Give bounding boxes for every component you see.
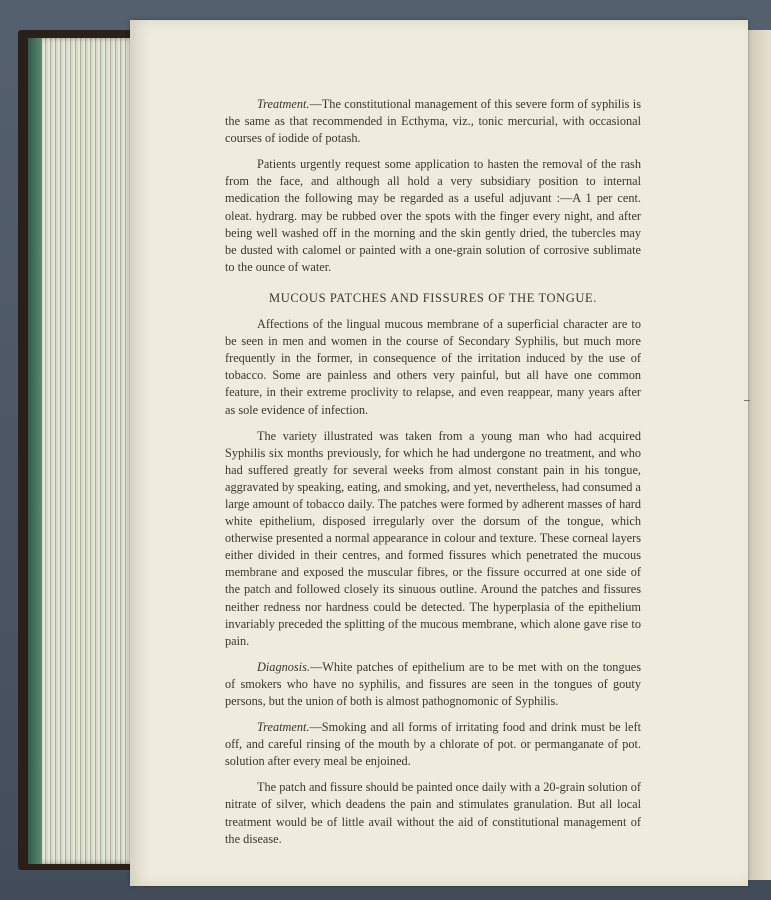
section-heading: MUCOUS PATCHES AND FISSURES OF THE TONGUE. — [269, 290, 597, 305]
paragraph-body: Affections of the lingual mucous membrane of a superficial character are to be seen in men and women in the course of Secondary Syphilis, but much more frequently in the former, in consequence of the irritation induced by the use of tobacco. Some are painless and others very painful, but all have one common feature, in their extreme proclivity to relapse, and even reappear, many years after as sole evidence of infection. — [225, 317, 641, 417]
page-edges — [28, 38, 132, 864]
margin-mark — [744, 400, 750, 401]
paragraph-body: The patch and fissure should be painted once daily with a 20-grain solution of nitrate of silver, which deadens the pain and stimulates granulation. But all local treatment would be of little avail without the aid of constitutional management of the disease. — [225, 780, 641, 846]
paragraph-lead: Treatment. — [257, 97, 310, 111]
facing-page-edge — [748, 30, 771, 880]
paragraph-variety-illustrated — [225, 428, 641, 650]
paragraph-patch-and-fissure — [225, 779, 641, 847]
paragraph-affections — [225, 316, 641, 419]
paragraph-body: Patients urgently request some application to hasten the removal of the rash from the face, and although all hold a very subsidiary position to internal medication the following may be regarded as a useful adjuvant :—A 1 per cent. oleat. hydrarg. may be rubbed over the spots with the finger every night, and after being well washed off in the morning and the skin gently dried, the tubercles may be dusted with calomel or painted with a one-grain solution of corrosive sublimate to the ounce of water. — [225, 157, 641, 274]
paragraph-treatment-tongue — [225, 719, 641, 770]
paragraph-lead: Treatment. — [257, 720, 310, 735]
paragraph-lead: Diagnosis. — [257, 659, 310, 674]
paragraph-body: —White patches of epithelium are to be met with on the tongues of smokers who have no syphilis, and fissures are seen in the tongues of gouty persons, but the union of both is almost pathognomonic of Syphilis. — [225, 659, 641, 708]
paragraph-body: The variety illustrated was taken from a young man who had acquired Syphilis six months previously, for which he had undergone no treatment, and who had suffered greatly for several weeks from almost constant pain in his tongue, aggravated by speaking, eating, and smoking, and yet, nevertheless, had consumed a large amount of tobacco daily. The patches were formed by adherent masses of hard white epithelium, disposed irregularly over the dorsum of the tongue, which otherwise presented a normal appearance in colour and texture. These corneal layers either divided in their centres, and formed fissures which penetrated the mucous membrane and exposed the muscular fibres, or the fissure occurred at one side of the patch and followed closely its sinuous outline. Around the patches and fissures neither redness nor hardness could be detected. The hyperplasia of the epithelium invariably preceded the splitting of the mucous membrane, which alone gave rise to pain. — [225, 428, 641, 648]
paragraph-application — [225, 156, 641, 276]
paragraph-treatment-ecthyma — [225, 96, 641, 147]
paragraph-body: —Smoking and all forms of irritating food and drink must be left off, and careful rinsing of the mouth by a chlorate of pot. or permanganate of pot. solution after every meal be enjoined. — [225, 720, 641, 769]
paragraph-diagnosis — [225, 659, 641, 710]
paragraph-body: —The constitutional management of this severe form of syphilis is the same as that recommended in Ecthyma, viz., tonic mercurial, with occasional courses of iodide of potash. — [225, 97, 641, 146]
page-text — [225, 96, 641, 857]
book-page — [130, 20, 748, 886]
